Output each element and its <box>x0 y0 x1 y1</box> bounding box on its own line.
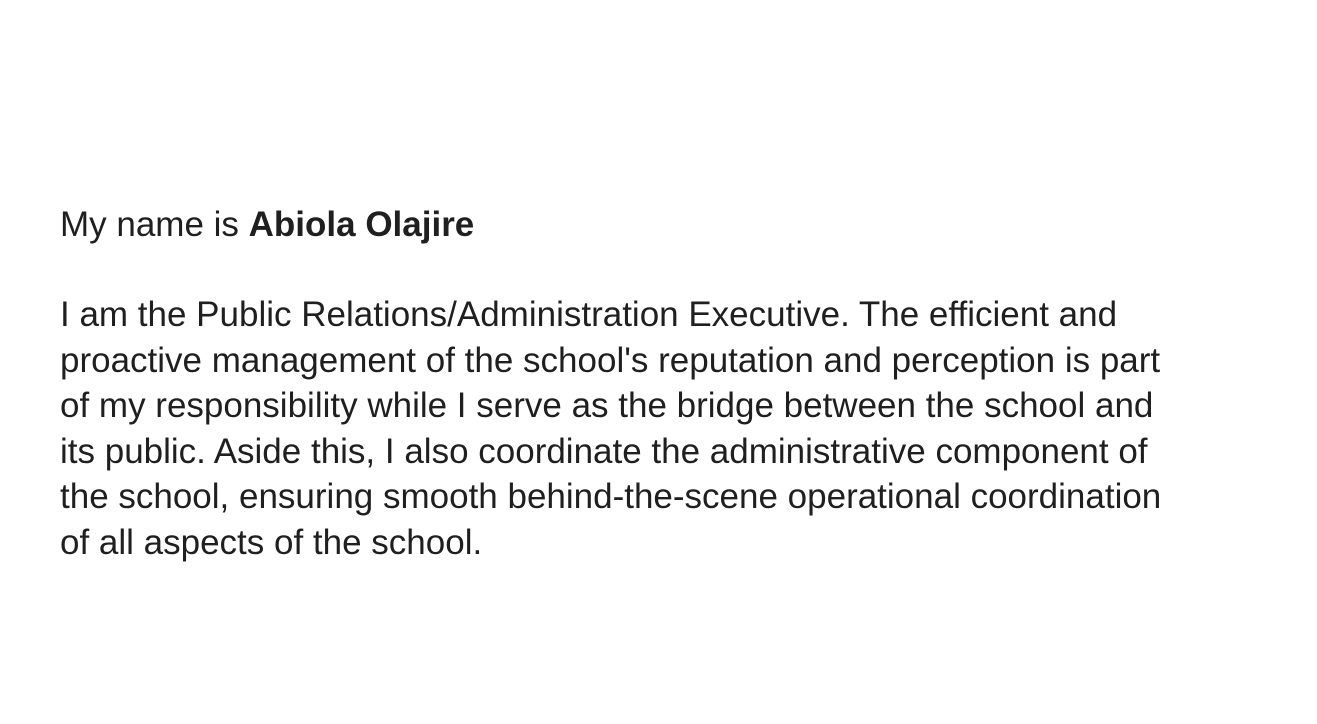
intro-sentence <box>60 202 1300 248</box>
bio-line: I am the Public Relations/Administration Executive. The efficient and <box>60 295 1118 334</box>
bio-line: of all aspects of the school. <box>60 522 483 562</box>
bio-line: its public. Aside this, I also coordinate the administrative component of <box>60 431 1148 471</box>
document-body <box>60 202 1300 565</box>
bio-line: the school, ensuring smooth behind-the-scene operational coordination <box>60 477 1162 516</box>
bio-line: proactive management of the school's reputation and perception is part <box>60 340 1161 380</box>
bio-line: of my responsibility while I serve as the bridge between the school and <box>60 386 1154 425</box>
intro-prefix: My name is <box>60 205 249 244</box>
bio-paragraph <box>60 292 1300 565</box>
person-name: Abiola Olajire <box>248 205 475 244</box>
